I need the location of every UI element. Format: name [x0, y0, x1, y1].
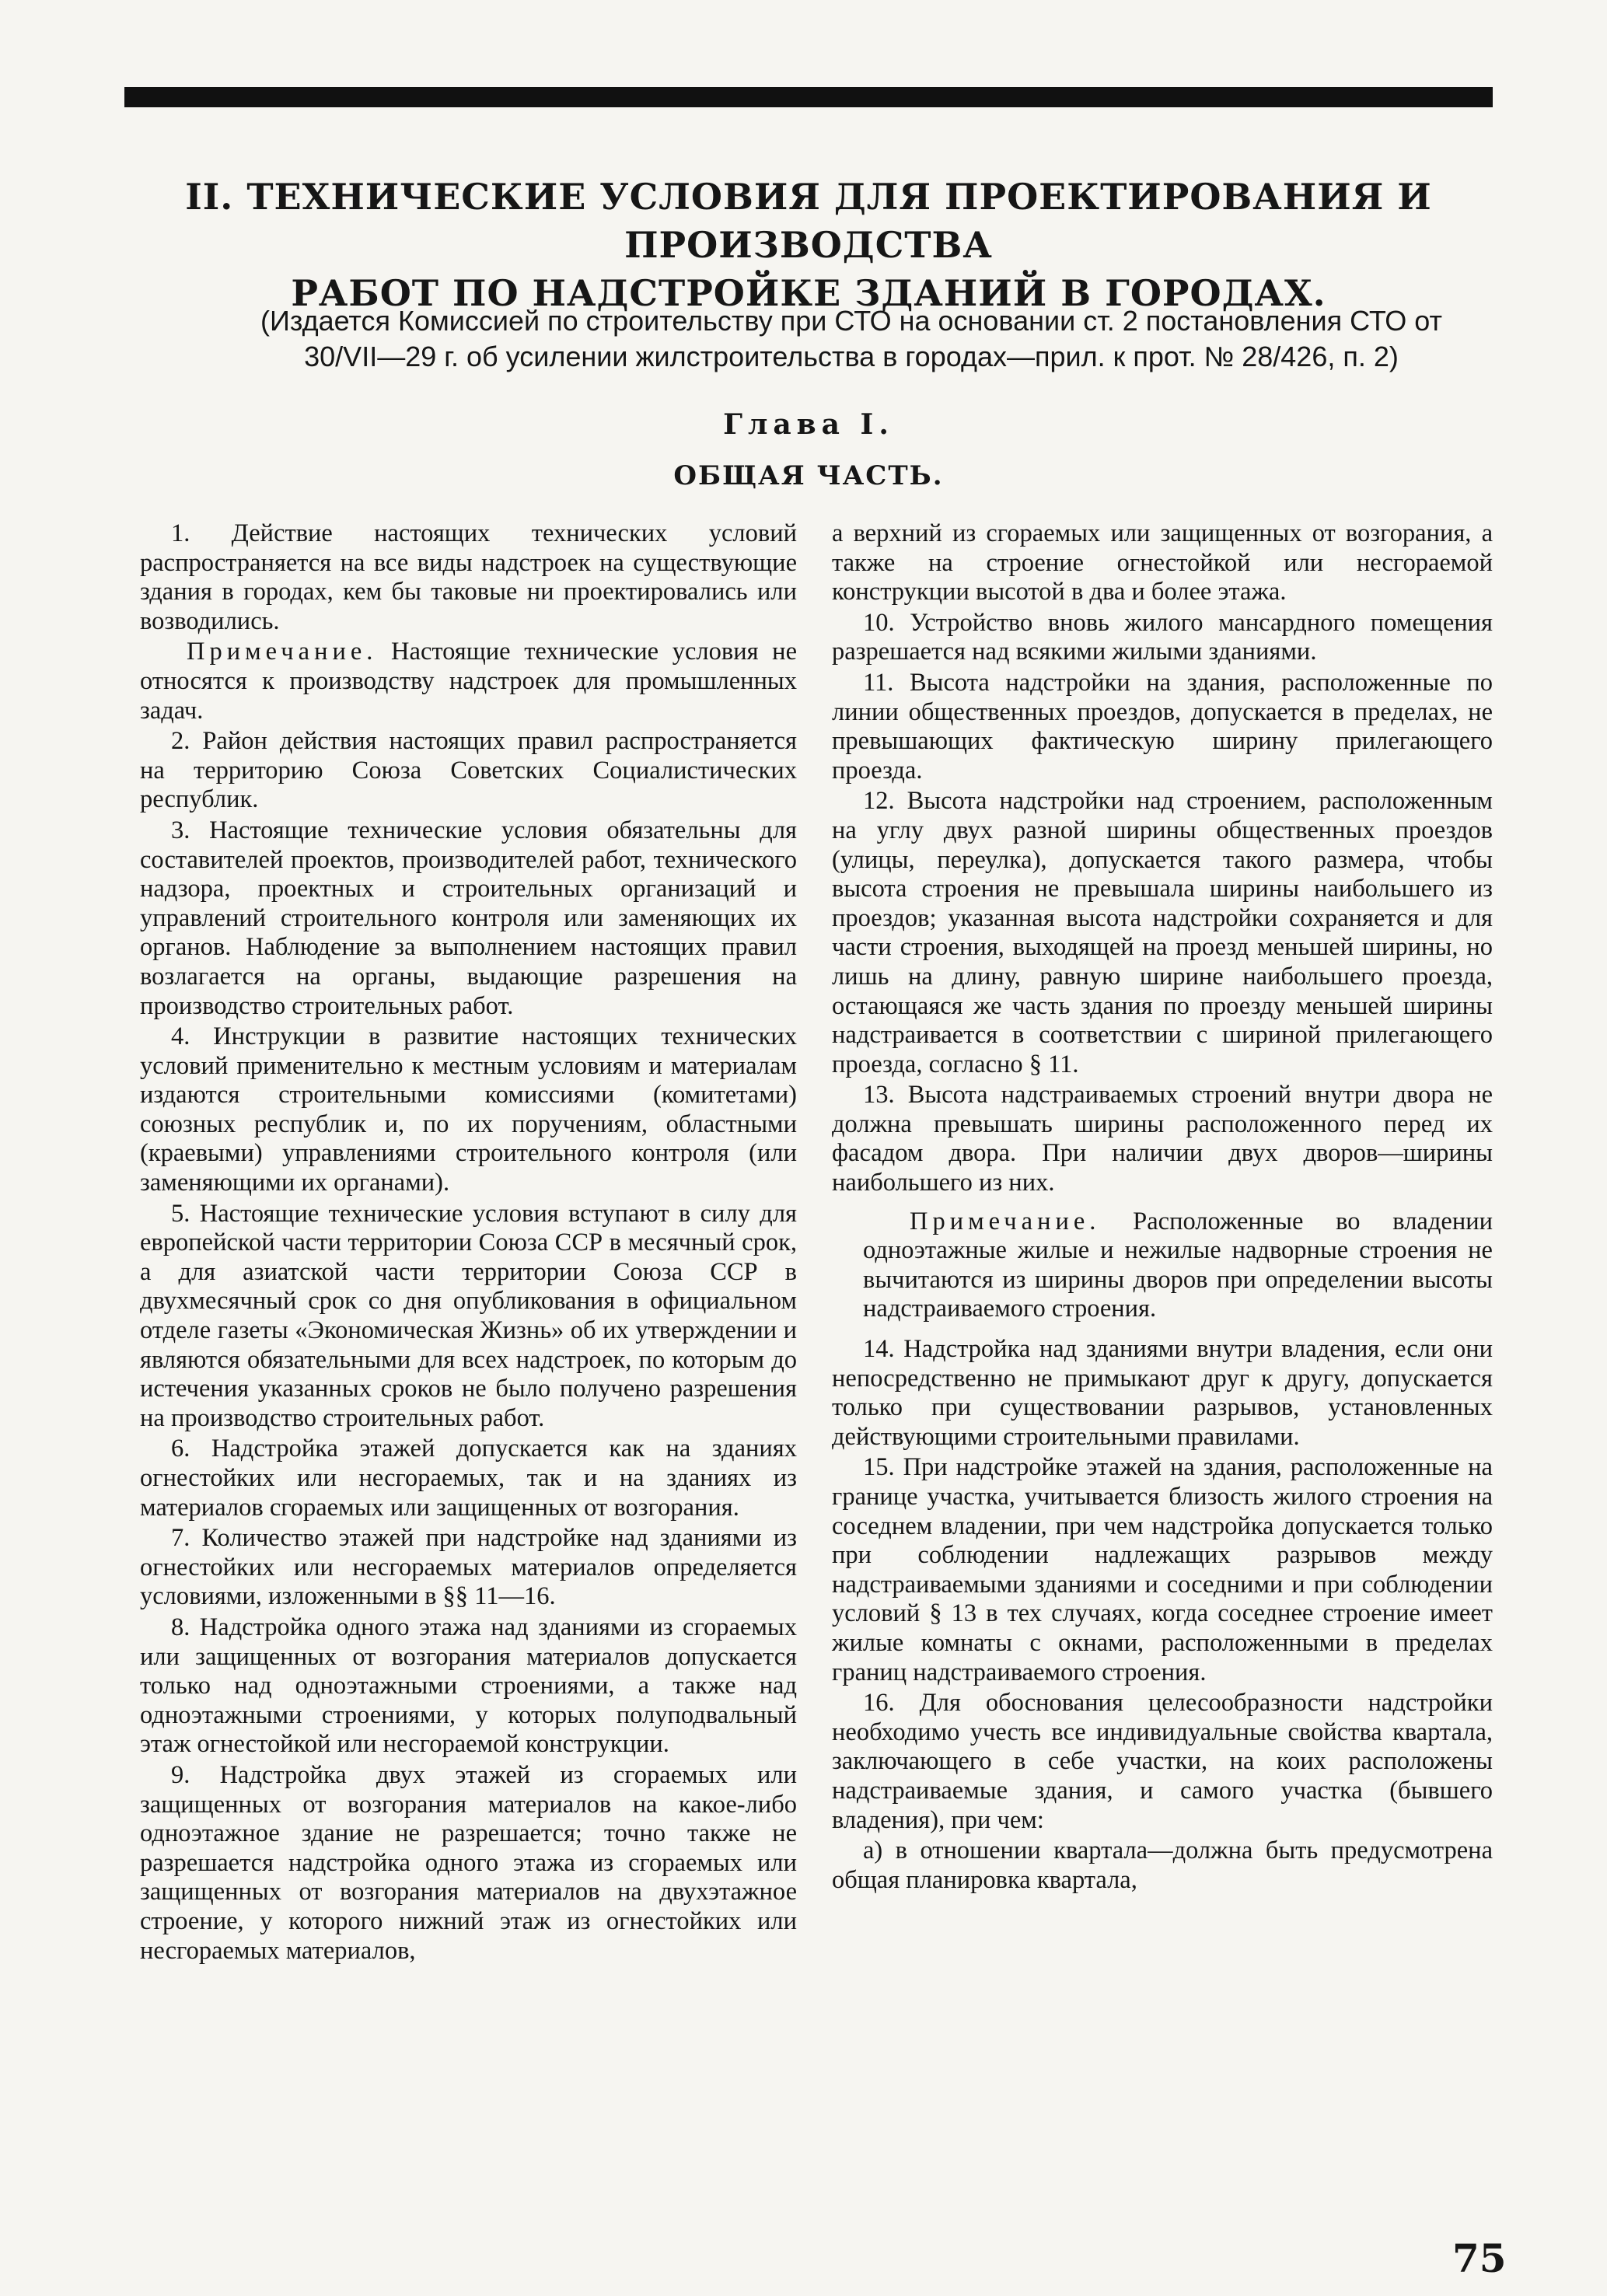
paragraph-2: 2. Район действия настоящих правил распространяется на территорию Союза Советских Социалистических республик. [140, 727, 797, 814]
note-text: Расположенные во владении одноэтажные жилые и нежилые надворные строения не вычитаются из ширины дворов при определении высоты надстраиваемого строения. [863, 1207, 1493, 1323]
paragraph-15: 15. При надстройке этажей на здания, расположенные на границе участка, учитывается близость жилого строения на соседнем владении, при чем надстройка допускается только при соблюдении надлежащих разрывов между надстраиваемыми зданиями и соседними и при соблюдении условий § 13 в тех случаях, когда соседнее строение имеет жилые комнаты с окнами, расположенными в пределах границ надстраиваемого строения. [832, 1453, 1493, 1686]
paragraph-9-continued: а верхний из сгораемых или защищенных от возгорания, а также на строение огнестойкой или несгораемой конструкции высотой в два и более этажа. [832, 519, 1493, 606]
chapter-number: Глава I. [723, 408, 894, 441]
page-title [117, 173, 1500, 317]
title-line-1: II. ТЕХНИЧЕСКИЕ УСЛОВИЯ ДЛЯ ПРОЕКТИРОВАНИЯ И ПРОИЗВОДСТВА [185, 176, 1432, 266]
paragraph-12: 12. Высота надстройки над строением, расположенным на углу двух разной ширины общественных проездов (улицы, переулка), допускается такого размера, чтобы высота строения не превышала ширины наибольшего из проездов; указанная высота надстройки сохраняется и для части строения, выходящей на проезд меньшей ширины, но лишь на длину, равную ширине наибольшего проезда, остающаяся же часть здания по проезду меньшей ширины надстраивается в соответствии с шириной прилегающего проезда, согласно § 11. [832, 787, 1493, 1078]
note-text: Настоящие технические условия не относятся к производству надстроек для промышленных задач. [140, 638, 797, 725]
right-column [832, 519, 1493, 1896]
paragraph-7: 7. Количество этажей при надстройке над зданиями из огнестойких или несгораемых материалов определяется условиями, изложенными в §§ 11—16. [140, 1524, 797, 1611]
paragraph-14: 14. Надстройка над зданиями внутри владения, если они непосредственно не примыкают друг к другу, допускается только при существовании разрывов, установленных действующими строительными правилами. [832, 1335, 1493, 1451]
subtitle-line-1: (Издается Комиссией по строительству при СТО на основании ст. 2 постановления СТО от [260, 305, 1442, 337]
top-rule [124, 87, 1493, 107]
paragraph-3: 3. Настоящие технические условия обязательны для составителей проектов, производителей работ, технического надзора, проектных и строительных организаций и управлений строительного контроля или заменяющих их органов. Наблюдение за выполнением настоящих правил возлагается на органы, выдающие разрешения на производство строительных работ. [140, 816, 797, 1020]
paragraph-1: 1. Действие настоящих технических условий распространяется на все виды надстроек на существующие здания в городах, кем бы таковые ни проектировались или возводились. [140, 519, 797, 635]
note-13 [863, 1207, 1493, 1324]
paragraph-16: 16. Для обоснования целесообразности надстройки необходимо учесть все индивидуальные свойства квартала, заключающего в себе участки, на коих расположены надстраиваемые здания, и самого участка (бывшего владения), при чем: [832, 1689, 1493, 1834]
note-label: Примечание. [910, 1207, 1101, 1235]
subtitle-line-2: 30/VII—29 г. об усилении жилстроительства в городах—прил. к прот. № 28/426, п. 2) [304, 341, 1399, 372]
left-column [140, 519, 797, 1967]
note-1 [140, 638, 797, 725]
paragraph-10: 10. Устройство вновь жилого мансардного помещения разрешается над всякими жилыми зданиями. [832, 608, 1493, 666]
paragraph-16a: а) в отношении квартала—должна быть предусмотрена общая планировка квартала, [832, 1836, 1493, 1894]
paragraph-6: 6. Надстройка этажей допускается как на зданиях огнестойких или несгораемых, так и на зданиях из материалов сгораемых или защищенных от возгорания. [140, 1435, 797, 1522]
title-line-2: РАБОТ ПО НАДСТРОЙКЕ ЗДАНИЙ В ГОРОДАХ. [291, 272, 1326, 314]
paragraph-9: 9. Надстройка двух этажей из сгораемых или защищенных от возгорания материалов на какое-либо одноэтажное здание не разрешается; точно также не разрешается надстройка одного этажа из сгораемых или защищенных от возгорания материалов на двухэтажное строение, у которого нижний этаж из огнестойких или несгораемых материалов, [140, 1760, 797, 1965]
note-label: Примечание. [187, 638, 378, 666]
paragraph-4: 4. Инструкции в развитие настоящих технических условий применительно к местным условиям и материалам издаются строительными комиссиями (комитетами) союзных республик и, по их поручениям, областными (краевыми) управлениями строительного контроля (или заменяющими их органами). [140, 1022, 797, 1197]
publication-note [210, 303, 1493, 375]
page-number: 75 [1452, 2235, 1507, 2281]
paragraph-13: 13. Высота надстраиваемых строений внутри двора не должна превышать ширины расположенного перед их фасадом двора. При наличии двух дворов—ширины наибольшего из них. [832, 1081, 1493, 1197]
paragraph-8: 8. Надстройка одного этажа над зданиями из сгораемых или защищенных от возгорания материалов допускается только над одноэтажными строениями, а также над одноэтажными строениями, у которых полуподвальный этаж огнестойкой или несгораемой конструкции. [140, 1613, 797, 1759]
chapter-title: ОБЩАЯ ЧАСТЬ. [673, 460, 944, 491]
paragraph-5: 5. Настоящие технические условия вступают в силу для европейской части территории Союза ССР в месячный срок, а для азиатской части территории Союза ССР в двухмесячный срок со дня опубликования в официальном отделе газеты «Экономическая Жизнь» об их утверждении и являются обязательными для всех надстроек, по которым до истечения указанных сроков не было получено разрешения на производство строительных работ. [140, 1199, 797, 1432]
paragraph-11: 11. Высота надстройки на здания, расположенные по линии общественных проездов, допускается в пределах, не превышающих фактическую ширину прилегающего проезда. [832, 668, 1493, 785]
